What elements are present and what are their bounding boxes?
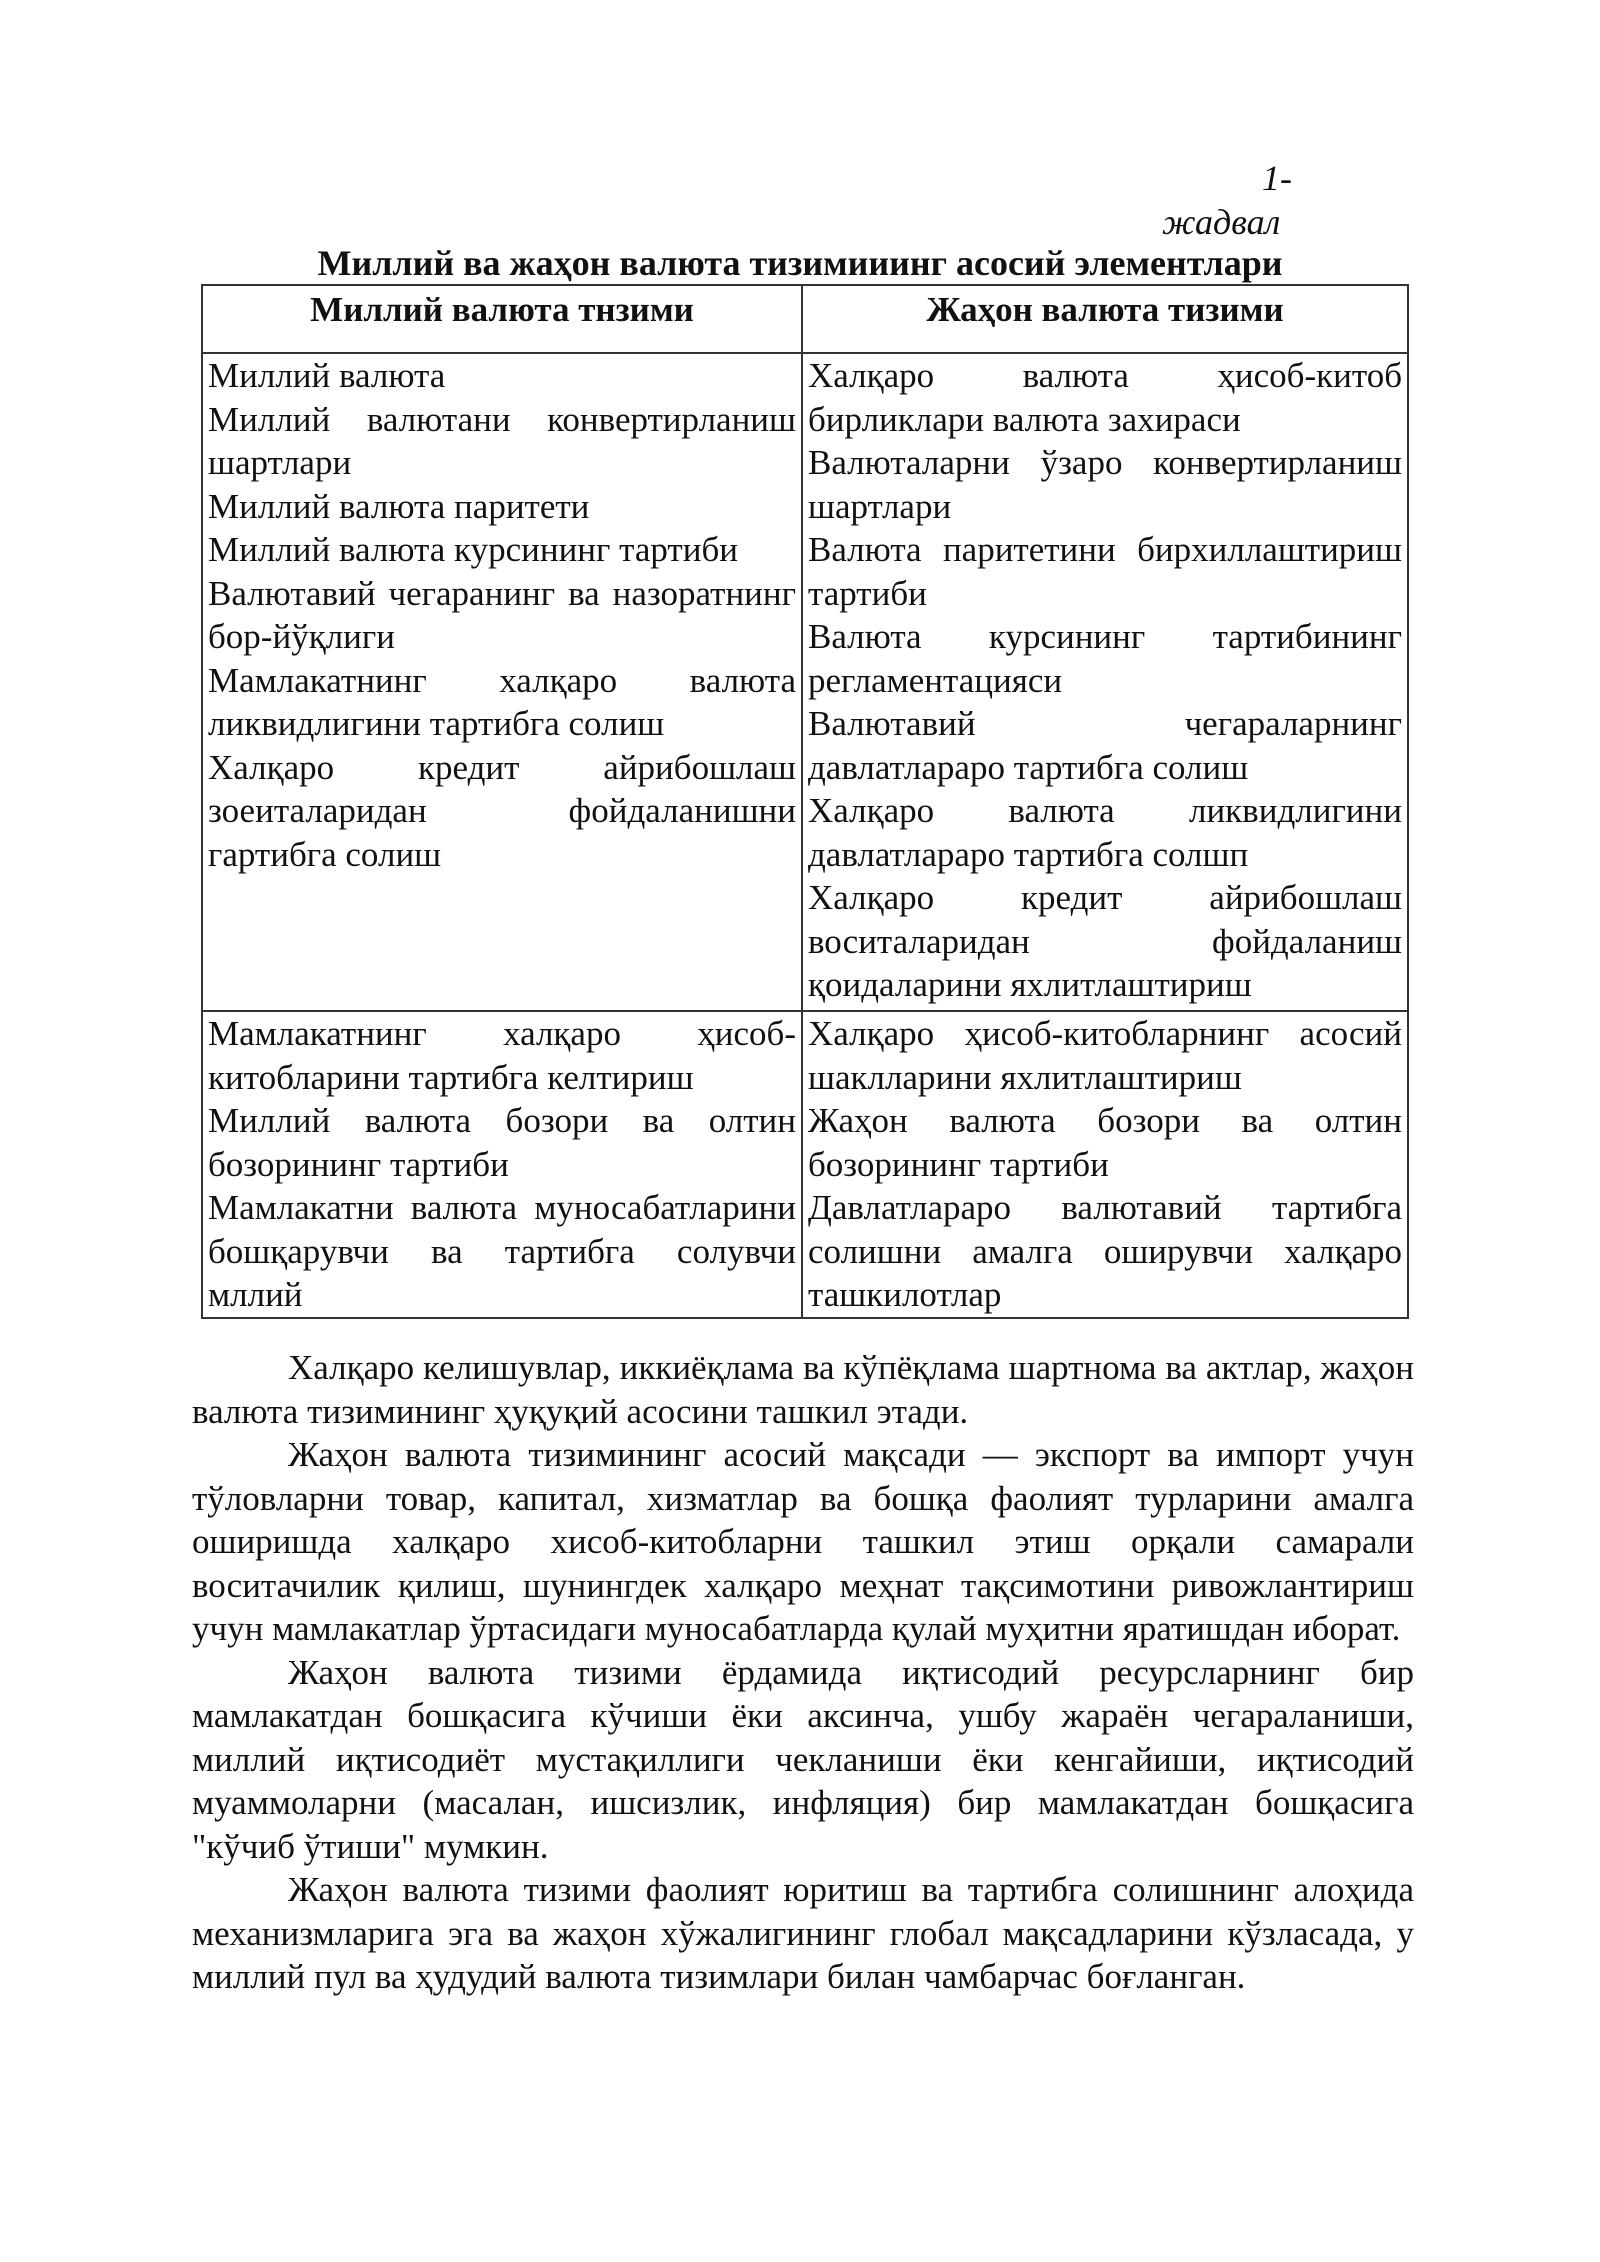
elements-table (201, 284, 1409, 1319)
header-national-system: Миллий валюта тнзими (202, 285, 802, 353)
paragraph: Халқаро келишувлар, иккиёқлама ва кўпёқлама шартнома ва актлар, жаҳон валюта тизимининг ҳуқуқий асосини ташкил этади. (192, 1348, 1414, 1431)
table-word-label: жадвал (1162, 202, 1281, 242)
paragraph: Жаҳон валюта тизимининг асосий мақсади — экспорт ва импорт учун тўловларни товар, капитал, хизматлар ва бошқа фаолият турларини амалга оширишда халқаро хисоб-китобларни ташкил этиш орқали самарали воситачилик қилиш, шунингдек халқаро меҳнат тақсимотини ривожлантириш учун мамлакатлар ўртасидаги муносабатларда қулай муҳитни яратишдан иборат. (192, 1435, 1414, 1648)
table-number-label: 1- (1262, 158, 1292, 198)
cell-item: Миллий валюта паритети (208, 486, 590, 526)
cell-item: Халқаро кредит айрибошлаш воситаларидан фойдаланиш қоидаларини яхлитлаштириш (808, 878, 1402, 1004)
cell-item: Жаҳон валюта бозори ва олтин бозорининг тартиби (808, 1101, 1402, 1184)
table-row (202, 353, 1408, 1011)
cell-item: Валюта паритетини бирхиллаштириш тартиби (808, 530, 1402, 613)
cell-item: Миллий валюта бозори ва олтин бозорининг тартиби (208, 1101, 796, 1184)
header-world-system: Жаҳон валюта тизими (802, 285, 1408, 353)
cell-item: Давлатлараро валютавий тартибга солишни амалга оширувчи халқаро ташкилотлар (808, 1188, 1402, 1314)
cell-item: Миллий валюта (208, 356, 446, 395)
cell-item: Валютавий чегаранинг ва назоратнинг бор-йўқлиги (208, 573, 796, 656)
body-text (192, 1346, 1414, 1999)
cell-item: Мамлакатни валюта муносабатларини бошқарувчи ва тартибга солувчи мллий (208, 1188, 796, 1314)
cell-item: Халқаро ҳисоб-китобларнинг асосий шаклларини яхлитлаштириш (808, 1014, 1402, 1097)
world-elements-cell (802, 353, 1408, 1011)
cell-item: Валюта курсининг тартибининг регламентацияси (808, 617, 1402, 700)
national-elements-cell (202, 353, 802, 1011)
cell-item: Халқаро валюта ҳисоб-китоб бирликлари валюта захираси (808, 356, 1402, 439)
table-header-row (202, 285, 1408, 353)
world-elements-cell (802, 1011, 1408, 1318)
cell-item: Мамлакатнинг халқаро ҳисоб-китобларини тартибга келтириш (208, 1014, 796, 1097)
paragraph: Жаҳон валюта тизими фаолият юритиш ва тартибга солишнинг алоҳида механизмларига эга ва жаҳон хўжалигининг глобал мақсадларини кўзласада, у миллий пул ва ҳудудий валюта тизимлари билан чамбарчас боғланган. (192, 1870, 1414, 1996)
cell-item: Валютавий чегараларнинг давлатлараро тартибга солиш (808, 704, 1402, 787)
cell-item: Халқаро валюта ликвидлигини давлатлараро тартибга солшп (808, 791, 1402, 874)
cell-item: Миллий валютани конвертирланиш шартлари (208, 399, 796, 482)
cell-item: Мамлакатнинг халқаро валюта ликвидлигини тартибга солиш (208, 660, 796, 743)
cell-item: Валюталарни ўзаро конвертирланиш шартлари (808, 443, 1402, 526)
cell-item: Халқаро кредит айрибошлаш зоеиталаридан фойдаланишни гартибга солиш (208, 747, 796, 874)
national-elements-cell (202, 1011, 802, 1318)
cell-item: Миллий валюта курсининг тартиби (208, 530, 738, 569)
paragraph: Жаҳон валюта тизими ёрдамида иқтисодий ресурсларнинг бир мамлакатдан бошқасига кўчиши ёки аксинча, ушбу жараён чегараланиши, миллий иқтисодиёт мустақиллиги чекланиши ёки кенгайиши, иқтисодий муаммоларни (масалан, ишсизлик, инфляция) бир мамлакатдан бошқасига "кўчиб ўтиши" мумкин. (192, 1652, 1414, 1866)
table-row (202, 1011, 1408, 1318)
table-title: Миллий ва жаҳон валюта тизимииинг асосий элементлари (317, 243, 1283, 283)
